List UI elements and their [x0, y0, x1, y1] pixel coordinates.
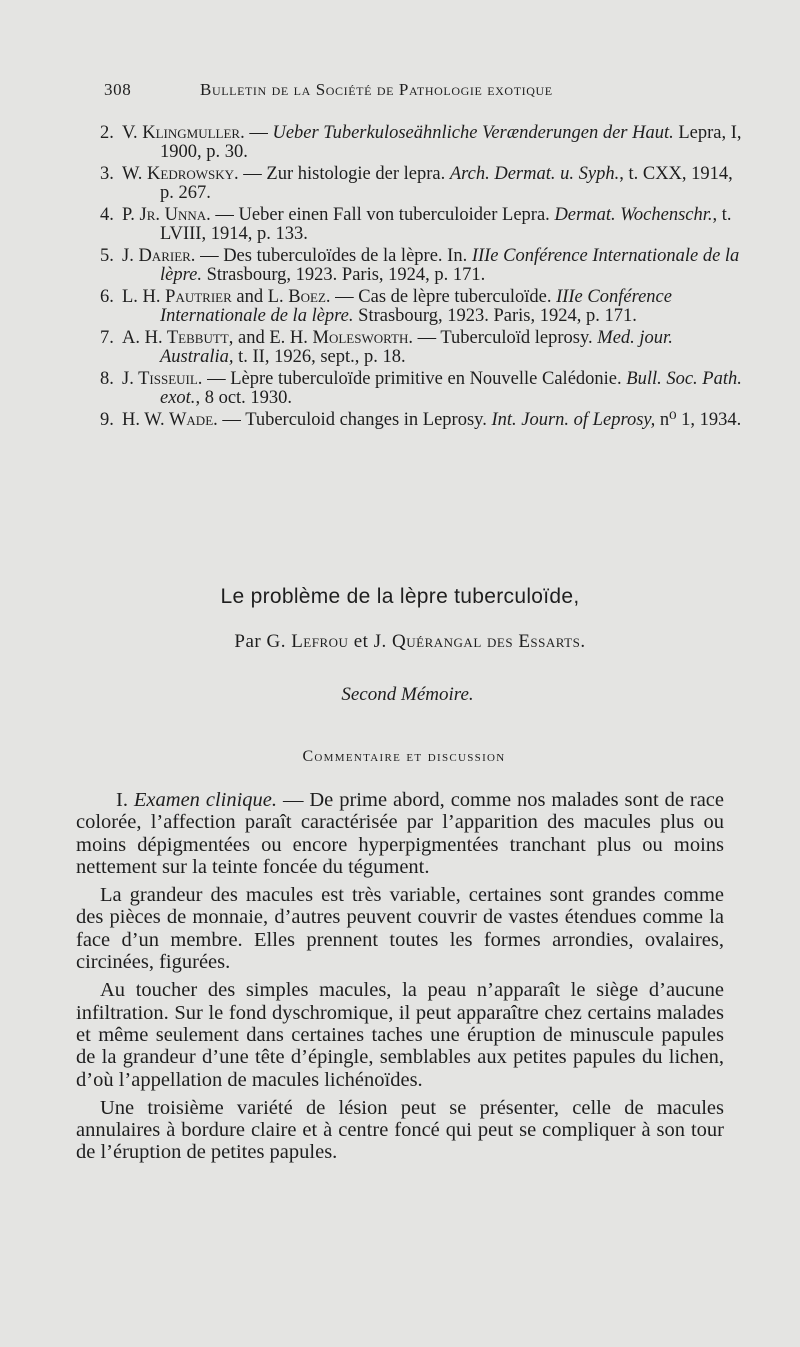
reference-details: Lepra, I, 1900, p. 30.	[160, 123, 742, 162]
byline-prefix: Par	[234, 631, 262, 652]
reference-details: , 8 oct. 1930.	[195, 388, 293, 408]
paragraph-number: I.	[116, 789, 134, 811]
reference-coauthor: E. H. Molesworth.	[269, 328, 413, 348]
reference-coauthor: L. Boez.	[267, 287, 331, 307]
reference-item	[100, 329, 745, 367]
article-body	[76, 789, 724, 1170]
reference-title: IIIe Conférence Internationale de la lèpre.	[160, 287, 672, 326]
reference-text: Des tuberculoïdes de la lèpre. In.	[223, 246, 472, 266]
body-paragraph: Une troisième variété de lésion peut se présenter, celle de macules annulaires à bordure claire et à centre foncé qui peut se compliquer à son tour de l’éruption de petites papules.	[76, 1096, 724, 1164]
reference-title: Med. jour. Australia,	[160, 328, 673, 367]
reference-author: V. Klingmuller.	[122, 123, 245, 143]
reference-number: 7.	[100, 328, 114, 348]
reference-item	[100, 165, 745, 203]
reference-number: 3.	[100, 164, 114, 184]
reference-details: , t. LVIII, 1914, p. 133.	[160, 205, 732, 244]
reference-separator: —	[195, 246, 224, 266]
reference-separator: —	[412, 328, 441, 348]
article-authors	[0, 631, 800, 653]
body-paragraph: La grandeur des macules est très variable, certaines sont grandes comme des pièces de monnaie, d’autres peuvent couvrir de vastes étendues comme la face d’un membre. Elles prennent toutes les formes arrondies, ovalaires, circinées, figurées.	[76, 884, 724, 974]
reference-title: Arch. Dermat. u. Syph.	[449, 164, 620, 184]
reference-text: Tuberculoïd leprosy.	[440, 328, 598, 348]
page-number: 308	[104, 80, 132, 99]
article-subtitle: Second Mémoire.	[341, 684, 474, 705]
reference-author: A. H. Tebbutt,	[122, 328, 234, 348]
reference-title: IIIe Conférence Internationale de la lèpre.	[160, 246, 740, 285]
journal-title: Bulletin de la Société de Pathologie exotique	[200, 80, 553, 99]
reference-number: 6.	[100, 287, 114, 307]
reference-number: 5.	[100, 246, 114, 266]
reference-item	[100, 247, 745, 285]
author-name: G. Lefrou	[266, 631, 349, 652]
byline-conjunction: et	[353, 631, 369, 652]
reference-separator: —	[210, 205, 239, 225]
reference-author: W. Kedrowsky.	[122, 164, 239, 184]
running-header	[104, 80, 644, 100]
reference-author: P. Jr. Unna.	[122, 205, 211, 225]
reference-number: 2.	[100, 123, 114, 143]
reference-item	[100, 124, 745, 162]
section-heading: Commentaire et discussion	[302, 748, 506, 765]
reference-title: Int. Journ. of Leprosy,	[491, 410, 656, 430]
reference-details: Strasbourg, 1923. Paris, 1924, p. 171.	[353, 306, 637, 326]
body-paragraph: Au toucher des simples macules, la peau n’apparaît le siège d’aucune infiltration. Sur le fond dyschromique, il peut apparaître chez certains malades et même seulement dans certaines taches une éruption de minuscule papules de la grandeur d’une tête d’épingle, semblables aux petites papules du lichen, d’où l’appellation de macules lichénoïdes.	[76, 979, 724, 1091]
reference-item	[100, 288, 745, 326]
reference-list	[100, 124, 745, 433]
reference-separator: —	[238, 164, 267, 184]
reference-number: 4.	[100, 205, 114, 225]
article-title: Le problème de la lèpre tuberculoïde,	[220, 585, 580, 608]
body-paragraph	[76, 789, 724, 878]
reference-details: n⁰ 1, 1934.	[655, 410, 742, 430]
reference-text: Ueber einen Fall von tuberculoider Lepra.	[238, 205, 555, 225]
reference-item	[100, 206, 745, 244]
reference-text: Zur histologie der lepra.	[266, 164, 450, 184]
reference-details: t. II, 1926, sept., p. 18.	[233, 347, 406, 367]
reference-text: Lèpre tuberculoïde primitive en Nouvelle Calédonie.	[230, 369, 627, 389]
reference-details: Strasbourg, 1923. Paris, 1924, p. 171.	[201, 265, 486, 285]
reference-author: J. Darier.	[122, 246, 196, 266]
reference-author: J. Tisseuil.	[122, 369, 203, 389]
reference-separator: and	[233, 328, 270, 348]
reference-text: Cas de lèpre tuberculoïde.	[358, 287, 557, 307]
reference-item	[100, 411, 745, 430]
author-name: J. Quérangal des Essarts.	[373, 631, 586, 652]
reference-separator: and	[231, 287, 268, 307]
reference-separator: —	[330, 287, 359, 307]
reference-details: , t. CXX, 1914, p. 267.	[160, 164, 733, 203]
reference-separator: —	[244, 123, 273, 143]
reference-separator: —	[202, 369, 231, 389]
reference-text: Tuberculoid changes in Leprosy.	[245, 410, 492, 430]
reference-title: Bull. Soc. Path. exot.	[160, 369, 742, 408]
reference-number: 8.	[100, 369, 114, 389]
paragraph-text: — De prime abord, comme nos malades sont de race colorée, l’affection paraît caractérisée par l’apparition des macules plus ou moins dépigmentées ou encore hyperpigmentées tranchant plus ou moins nettement sur la teinte foncée du tégument.	[76, 789, 724, 878]
reference-author: H. W. Wade.	[122, 410, 218, 430]
reference-author: L. H. Pautrier	[122, 287, 232, 307]
reference-item	[100, 370, 745, 408]
reference-number: 9.	[100, 410, 114, 430]
paragraph-heading: Examen clinique.	[133, 789, 278, 811]
reference-title: Dermat. Wochenschr.	[554, 205, 713, 225]
reference-title: Ueber Tuberkuloseähnliche Verænderungen der Haut.	[272, 123, 674, 143]
reference-separator: —	[217, 410, 246, 430]
